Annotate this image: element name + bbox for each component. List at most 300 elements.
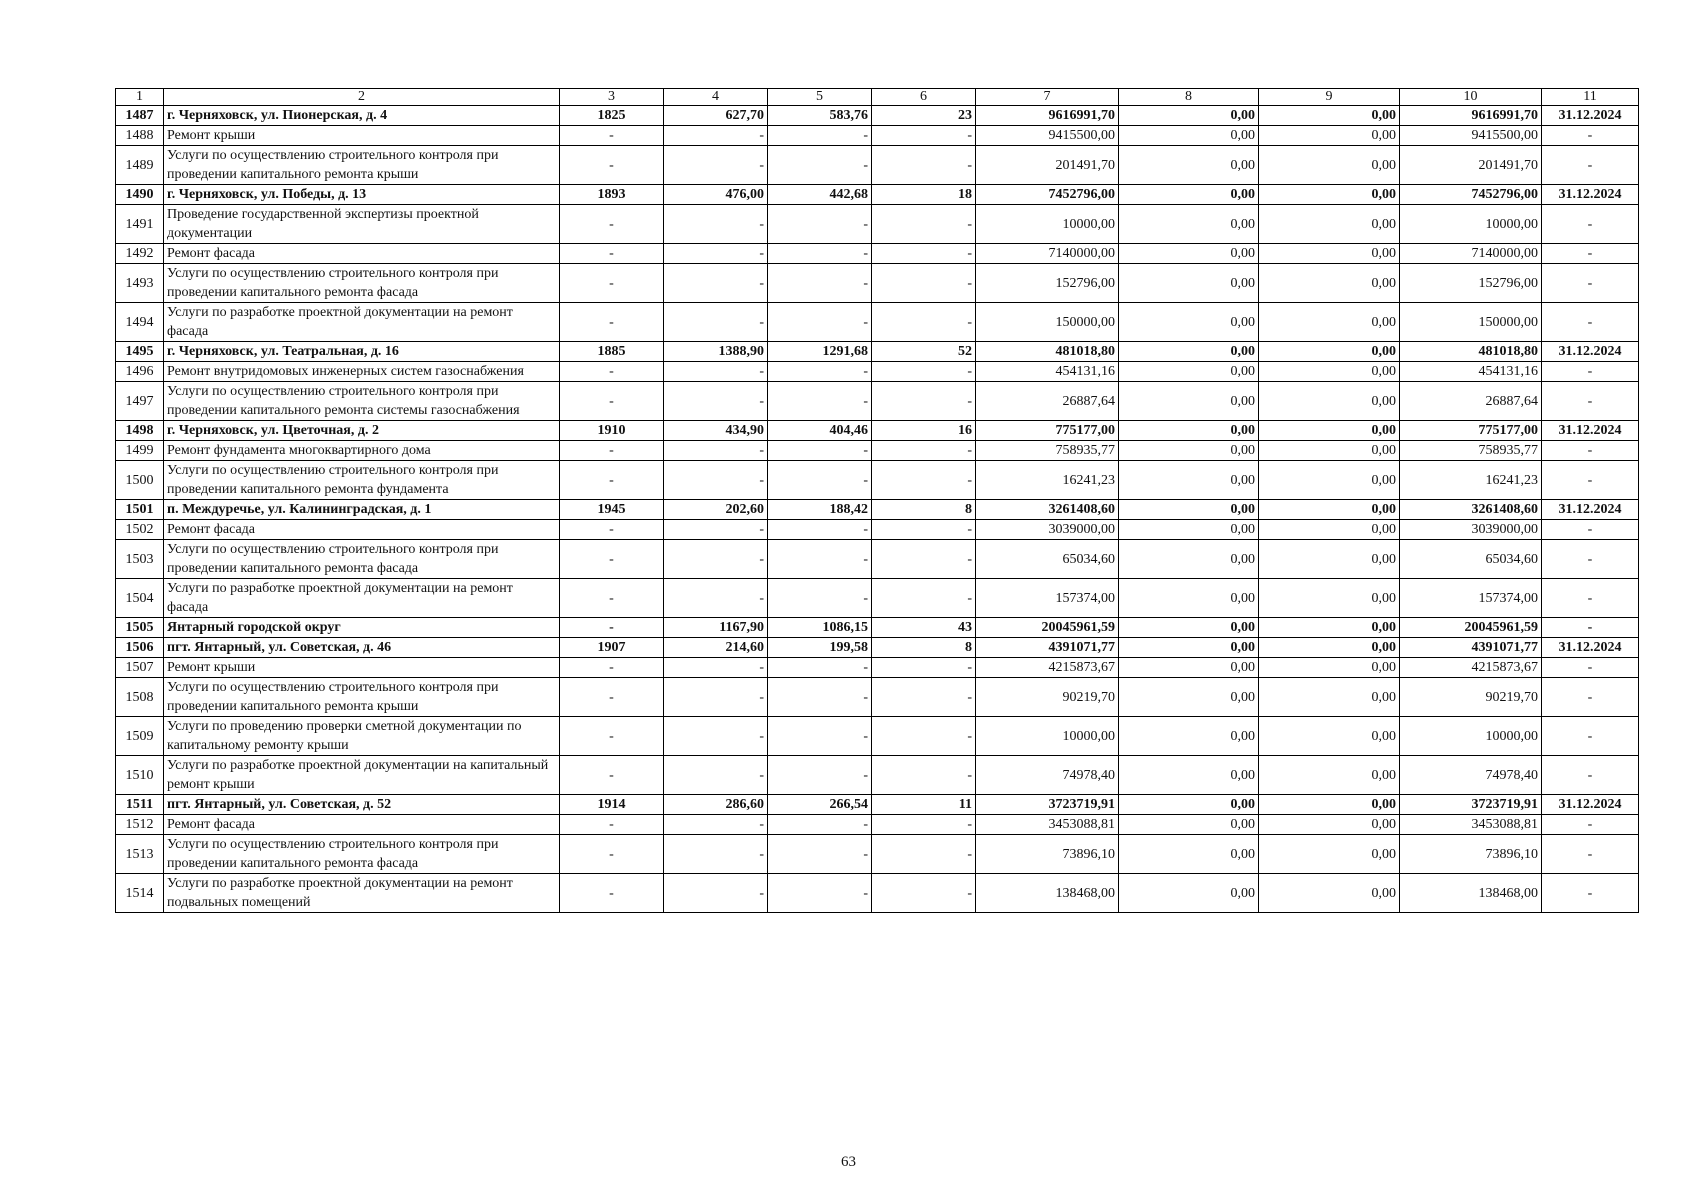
cell-total-area: - [664, 658, 768, 678]
cell-deadline: - [1542, 520, 1639, 540]
cell-row-number: 1512 [116, 815, 164, 835]
cell-owner-cost: 65034,60 [1400, 540, 1542, 579]
cell-residential-area: - [768, 441, 872, 461]
cell-year-built: 1910 [560, 421, 664, 441]
cell-total-area: 434,90 [664, 421, 768, 441]
cell-residents-count: - [872, 461, 976, 500]
cell-owner-cost: 10000,00 [1400, 717, 1542, 756]
cell-residents-count: 11 [872, 795, 976, 815]
cell-work-name: пгт. Янтарный, ул. Советская, д. 46 [164, 638, 560, 658]
cell-row-number: 1513 [116, 835, 164, 874]
cell-residents-count: 8 [872, 638, 976, 658]
cell-total-cost: 26887,64 [976, 382, 1119, 421]
cell-residential-area: 188,42 [768, 500, 872, 520]
cell-total-area: - [664, 303, 768, 342]
cell-deadline: 31.12.2024 [1542, 185, 1639, 205]
cell-deadline: - [1542, 874, 1639, 913]
cell-owner-cost: 10000,00 [1400, 205, 1542, 244]
cell-residential-area: - [768, 815, 872, 835]
cell-residential-area: 1291,68 [768, 342, 872, 362]
cell-residential-area: - [768, 244, 872, 264]
cell-total-area: - [664, 874, 768, 913]
cell-year-built: - [560, 264, 664, 303]
col-header-4: 4 [664, 89, 768, 106]
cell-fund-cost: 0,00 [1119, 244, 1259, 264]
cell-year-built: - [560, 461, 664, 500]
cell-year-built: 1885 [560, 342, 664, 362]
cell-owner-cost: 481018,80 [1400, 342, 1542, 362]
col-header-9: 9 [1259, 89, 1400, 106]
cell-total-cost: 7452796,00 [976, 185, 1119, 205]
cell-year-built: - [560, 362, 664, 382]
cell-fund-cost: 0,00 [1119, 205, 1259, 244]
cell-total-area: 202,60 [664, 500, 768, 520]
cell-residential-area: - [768, 678, 872, 717]
cell-other-cost: 0,00 [1259, 540, 1400, 579]
cell-fund-cost: 0,00 [1119, 461, 1259, 500]
cell-row-number: 1492 [116, 244, 164, 264]
cell-other-cost: 0,00 [1259, 303, 1400, 342]
cell-year-built: 1945 [560, 500, 664, 520]
col-header-3: 3 [560, 89, 664, 106]
cell-other-cost: 0,00 [1259, 382, 1400, 421]
cell-owner-cost: 201491,70 [1400, 146, 1542, 185]
cell-residents-count: - [872, 815, 976, 835]
cell-fund-cost: 0,00 [1119, 658, 1259, 678]
cell-year-built: 1907 [560, 638, 664, 658]
cell-work-name: Ремонт фасада [164, 244, 560, 264]
cell-residents-count: - [872, 205, 976, 244]
cell-fund-cost: 0,00 [1119, 717, 1259, 756]
cell-residents-count: 52 [872, 342, 976, 362]
cell-row-number: 1500 [116, 461, 164, 500]
cell-total-area: - [664, 835, 768, 874]
cell-total-area: 1167,90 [664, 618, 768, 638]
cell-residents-count: 18 [872, 185, 976, 205]
cell-deadline: - [1542, 835, 1639, 874]
cell-work-name: Услуги по разработке проектной документации на ремонт фасада [164, 579, 560, 618]
cell-owner-cost: 150000,00 [1400, 303, 1542, 342]
cell-deadline: - [1542, 264, 1639, 303]
cell-work-name: Услуги по осуществлению строительного контроля при проведении капитального ремонта фасада [164, 264, 560, 303]
cell-year-built: - [560, 618, 664, 638]
cell-other-cost: 0,00 [1259, 618, 1400, 638]
cell-residential-area: - [768, 205, 872, 244]
cell-total-cost: 3261408,60 [976, 500, 1119, 520]
cell-other-cost: 0,00 [1259, 835, 1400, 874]
cell-row-number: 1509 [116, 717, 164, 756]
cell-residents-count: - [872, 382, 976, 421]
cell-residents-count: 43 [872, 618, 976, 638]
cell-row-number: 1499 [116, 441, 164, 461]
cell-row-number: 1502 [116, 520, 164, 540]
cell-year-built: - [560, 815, 664, 835]
cell-total-area: - [664, 678, 768, 717]
cell-residential-area: - [768, 579, 872, 618]
cell-residential-area: - [768, 382, 872, 421]
cell-work-name: г. Черняховск, ул. Цветочная, д. 2 [164, 421, 560, 441]
table-row [116, 835, 1639, 874]
cell-other-cost: 0,00 [1259, 658, 1400, 678]
table-row [116, 461, 1639, 500]
cell-fund-cost: 0,00 [1119, 540, 1259, 579]
cell-year-built: - [560, 579, 664, 618]
table-row [116, 717, 1639, 756]
works-table [115, 88, 1639, 913]
cell-fund-cost: 0,00 [1119, 303, 1259, 342]
cell-owner-cost: 7140000,00 [1400, 244, 1542, 264]
cell-deadline: - [1542, 579, 1639, 618]
cell-work-name: Услуги по разработке проектной документации на ремонт фасада [164, 303, 560, 342]
cell-total-area: - [664, 717, 768, 756]
cell-residential-area: - [768, 303, 872, 342]
cell-total-cost: 4391071,77 [976, 638, 1119, 658]
cell-deadline: - [1542, 244, 1639, 264]
cell-year-built: - [560, 874, 664, 913]
cell-total-cost: 10000,00 [976, 717, 1119, 756]
col-header-5: 5 [768, 89, 872, 106]
cell-other-cost: 0,00 [1259, 874, 1400, 913]
cell-other-cost: 0,00 [1259, 126, 1400, 146]
cell-other-cost: 0,00 [1259, 756, 1400, 795]
table-row [116, 362, 1639, 382]
cell-work-name: Услуги по осуществлению строительного контроля при проведении капитального ремонта фасада [164, 540, 560, 579]
cell-total-area: - [664, 540, 768, 579]
cell-deadline: - [1542, 146, 1639, 185]
cell-row-number: 1490 [116, 185, 164, 205]
cell-other-cost: 0,00 [1259, 362, 1400, 382]
table-row [116, 874, 1639, 913]
cell-total-cost: 138468,00 [976, 874, 1119, 913]
cell-fund-cost: 0,00 [1119, 185, 1259, 205]
cell-deadline: - [1542, 756, 1639, 795]
cell-fund-cost: 0,00 [1119, 421, 1259, 441]
table-row [116, 303, 1639, 342]
cell-work-name: Услуги по осуществлению строительного контроля при проведении капитального ремонта крыши [164, 678, 560, 717]
cell-fund-cost: 0,00 [1119, 382, 1259, 421]
cell-total-cost: 90219,70 [976, 678, 1119, 717]
cell-owner-cost: 9415500,00 [1400, 126, 1542, 146]
cell-total-area: - [664, 441, 768, 461]
cell-fund-cost: 0,00 [1119, 835, 1259, 874]
cell-row-number: 1504 [116, 579, 164, 618]
cell-deadline: - [1542, 540, 1639, 579]
cell-total-cost: 758935,77 [976, 441, 1119, 461]
cell-deadline: - [1542, 303, 1639, 342]
cell-residents-count: - [872, 126, 976, 146]
cell-year-built: - [560, 835, 664, 874]
cell-other-cost: 0,00 [1259, 106, 1400, 126]
cell-total-area: 286,60 [664, 795, 768, 815]
cell-residential-area: 442,68 [768, 185, 872, 205]
cell-row-number: 1493 [116, 264, 164, 303]
cell-other-cost: 0,00 [1259, 500, 1400, 520]
table-row [116, 638, 1639, 658]
cell-row-number: 1505 [116, 618, 164, 638]
cell-work-name: Услуги по разработке проектной документации на капитальный ремонт крыши [164, 756, 560, 795]
cell-owner-cost: 138468,00 [1400, 874, 1542, 913]
cell-total-area: - [664, 461, 768, 500]
cell-work-name: Услуги по осуществлению строительного контроля при проведении капитального ремонта системы газоснабжения [164, 382, 560, 421]
cell-residential-area: - [768, 717, 872, 756]
cell-total-area: - [664, 264, 768, 303]
cell-deadline: - [1542, 205, 1639, 244]
cell-year-built: - [560, 540, 664, 579]
col-header-2: 2 [164, 89, 560, 106]
cell-total-cost: 150000,00 [976, 303, 1119, 342]
cell-residential-area: - [768, 264, 872, 303]
cell-total-cost: 20045961,59 [976, 618, 1119, 638]
cell-fund-cost: 0,00 [1119, 441, 1259, 461]
cell-total-cost: 65034,60 [976, 540, 1119, 579]
cell-residents-count: - [872, 441, 976, 461]
cell-deadline: - [1542, 815, 1639, 835]
cell-total-area: - [664, 205, 768, 244]
cell-residents-count: 8 [872, 500, 976, 520]
table-row [116, 205, 1639, 244]
cell-owner-cost: 3723719,91 [1400, 795, 1542, 815]
table-row [116, 185, 1639, 205]
cell-other-cost: 0,00 [1259, 815, 1400, 835]
cell-year-built: - [560, 678, 664, 717]
cell-total-cost: 16241,23 [976, 461, 1119, 500]
cell-work-name: Услуги по осуществлению строительного контроля при проведении капитального ремонта крыши [164, 146, 560, 185]
cell-owner-cost: 3453088,81 [1400, 815, 1542, 835]
cell-residents-count: - [872, 658, 976, 678]
cell-deadline: - [1542, 362, 1639, 382]
cell-other-cost: 0,00 [1259, 244, 1400, 264]
cell-residents-count: - [872, 756, 976, 795]
cell-total-area: - [664, 382, 768, 421]
cell-residential-area: - [768, 756, 872, 795]
cell-residents-count: - [872, 303, 976, 342]
cell-other-cost: 0,00 [1259, 520, 1400, 540]
cell-total-cost: 481018,80 [976, 342, 1119, 362]
cell-work-name: Услуги по осуществлению строительного контроля при проведении капитального ремонта фундамента [164, 461, 560, 500]
cell-total-area: - [664, 126, 768, 146]
cell-residential-area: 1086,15 [768, 618, 872, 638]
cell-fund-cost: 0,00 [1119, 342, 1259, 362]
cell-row-number: 1488 [116, 126, 164, 146]
cell-owner-cost: 20045961,59 [1400, 618, 1542, 638]
cell-deadline: 31.12.2024 [1542, 342, 1639, 362]
cell-total-cost: 3723719,91 [976, 795, 1119, 815]
cell-work-name: Услуги по осуществлению строительного контроля при проведении капитального ремонта фасада [164, 835, 560, 874]
cell-total-area: 214,60 [664, 638, 768, 658]
cell-deadline: - [1542, 461, 1639, 500]
col-header-11: 11 [1542, 89, 1639, 106]
cell-row-number: 1494 [116, 303, 164, 342]
table-row [116, 382, 1639, 421]
cell-owner-cost: 454131,16 [1400, 362, 1542, 382]
cell-work-name: Янтарный городской округ [164, 618, 560, 638]
cell-deadline: - [1542, 717, 1639, 756]
cell-row-number: 1489 [116, 146, 164, 185]
cell-work-name: Ремонт фундамента многоквартирного дома [164, 441, 560, 461]
cell-total-area: 627,70 [664, 106, 768, 126]
cell-row-number: 1510 [116, 756, 164, 795]
table-row [116, 795, 1639, 815]
table-row [116, 421, 1639, 441]
cell-residents-count: - [872, 678, 976, 717]
cell-other-cost: 0,00 [1259, 579, 1400, 618]
cell-residents-count: - [872, 717, 976, 756]
cell-owner-cost: 775177,00 [1400, 421, 1542, 441]
cell-year-built: - [560, 126, 664, 146]
cell-fund-cost: 0,00 [1119, 579, 1259, 618]
cell-total-cost: 4215873,67 [976, 658, 1119, 678]
cell-deadline: - [1542, 678, 1639, 717]
cell-work-name: Услуги по проведению проверки сметной документации по капитальному ремонту крыши [164, 717, 560, 756]
cell-residential-area: - [768, 658, 872, 678]
cell-residents-count: - [872, 520, 976, 540]
cell-year-built: 1825 [560, 106, 664, 126]
cell-other-cost: 0,00 [1259, 146, 1400, 185]
cell-owner-cost: 74978,40 [1400, 756, 1542, 795]
table-row [116, 540, 1639, 579]
cell-residents-count: - [872, 362, 976, 382]
table-row [116, 618, 1639, 638]
cell-owner-cost: 90219,70 [1400, 678, 1542, 717]
col-header-7: 7 [976, 89, 1119, 106]
cell-fund-cost: 0,00 [1119, 126, 1259, 146]
col-header-6: 6 [872, 89, 976, 106]
cell-fund-cost: 0,00 [1119, 638, 1259, 658]
cell-fund-cost: 0,00 [1119, 106, 1259, 126]
cell-other-cost: 0,00 [1259, 717, 1400, 756]
cell-row-number: 1487 [116, 106, 164, 126]
cell-residential-area: 266,54 [768, 795, 872, 815]
cell-row-number: 1506 [116, 638, 164, 658]
cell-total-cost: 3453088,81 [976, 815, 1119, 835]
cell-row-number: 1491 [116, 205, 164, 244]
cell-total-cost: 9616991,70 [976, 106, 1119, 126]
cell-total-cost: 775177,00 [976, 421, 1119, 441]
cell-owner-cost: 26887,64 [1400, 382, 1542, 421]
cell-owner-cost: 4391071,77 [1400, 638, 1542, 658]
cell-fund-cost: 0,00 [1119, 520, 1259, 540]
cell-fund-cost: 0,00 [1119, 874, 1259, 913]
cell-row-number: 1497 [116, 382, 164, 421]
cell-work-name: Услуги по разработке проектной документации на ремонт подвальных помещений [164, 874, 560, 913]
cell-fund-cost: 0,00 [1119, 500, 1259, 520]
cell-row-number: 1508 [116, 678, 164, 717]
table-row [116, 342, 1639, 362]
cell-residential-area: - [768, 146, 872, 185]
cell-residential-area: 199,58 [768, 638, 872, 658]
cell-owner-cost: 16241,23 [1400, 461, 1542, 500]
cell-total-cost: 9415500,00 [976, 126, 1119, 146]
cell-deadline: - [1542, 658, 1639, 678]
cell-fund-cost: 0,00 [1119, 146, 1259, 185]
cell-total-area: 476,00 [664, 185, 768, 205]
cell-total-cost: 157374,00 [976, 579, 1119, 618]
header-row [116, 89, 1639, 106]
page-number: 63 [841, 1154, 856, 1170]
cell-deadline: 31.12.2024 [1542, 795, 1639, 815]
cell-work-name: г. Черняховск, ул. Пионерская, д. 4 [164, 106, 560, 126]
table-row [116, 441, 1639, 461]
cell-work-name: пгт. Янтарный, ул. Советская, д. 52 [164, 795, 560, 815]
cell-row-number: 1511 [116, 795, 164, 815]
col-header-1: 1 [116, 89, 164, 106]
cell-work-name: Ремонт крыши [164, 658, 560, 678]
cell-total-area: - [664, 244, 768, 264]
cell-residents-count: - [872, 579, 976, 618]
cell-owner-cost: 3261408,60 [1400, 500, 1542, 520]
cell-total-area: - [664, 756, 768, 795]
cell-fund-cost: 0,00 [1119, 362, 1259, 382]
cell-total-area: - [664, 362, 768, 382]
cell-residential-area: - [768, 362, 872, 382]
cell-total-cost: 152796,00 [976, 264, 1119, 303]
cell-owner-cost: 152796,00 [1400, 264, 1542, 303]
cell-fund-cost: 0,00 [1119, 678, 1259, 717]
cell-fund-cost: 0,00 [1119, 264, 1259, 303]
cell-row-number: 1495 [116, 342, 164, 362]
cell-year-built: - [560, 717, 664, 756]
cell-residents-count: - [872, 264, 976, 303]
cell-year-built: - [560, 658, 664, 678]
cell-residential-area: - [768, 835, 872, 874]
cell-total-cost: 7140000,00 [976, 244, 1119, 264]
cell-work-name: Ремонт внутридомовых инженерных систем газоснабжения [164, 362, 560, 382]
cell-residents-count: - [872, 835, 976, 874]
cell-year-built: - [560, 520, 664, 540]
cell-total-cost: 454131,16 [976, 362, 1119, 382]
cell-total-cost: 73896,10 [976, 835, 1119, 874]
cell-row-number: 1514 [116, 874, 164, 913]
cell-deadline: - [1542, 441, 1639, 461]
table-row [116, 579, 1639, 618]
table-row [116, 756, 1639, 795]
cell-year-built: - [560, 382, 664, 421]
cell-owner-cost: 7452796,00 [1400, 185, 1542, 205]
cell-other-cost: 0,00 [1259, 421, 1400, 441]
cell-residential-area: - [768, 461, 872, 500]
cell-total-cost: 3039000,00 [976, 520, 1119, 540]
cell-deadline: - [1542, 618, 1639, 638]
cell-fund-cost: 0,00 [1119, 795, 1259, 815]
cell-row-number: 1501 [116, 500, 164, 520]
cell-other-cost: 0,00 [1259, 678, 1400, 717]
cell-row-number: 1503 [116, 540, 164, 579]
cell-other-cost: 0,00 [1259, 795, 1400, 815]
cell-year-built: - [560, 146, 664, 185]
table-row [116, 815, 1639, 835]
cell-year-built: 1914 [560, 795, 664, 815]
cell-work-name: г. Черняховск, ул. Победы, д. 13 [164, 185, 560, 205]
cell-owner-cost: 9616991,70 [1400, 106, 1542, 126]
cell-other-cost: 0,00 [1259, 205, 1400, 244]
cell-work-name: Ремонт фасада [164, 815, 560, 835]
cell-deadline: 31.12.2024 [1542, 638, 1639, 658]
cell-deadline: - [1542, 382, 1639, 421]
cell-deadline: 31.12.2024 [1542, 500, 1639, 520]
cell-other-cost: 0,00 [1259, 638, 1400, 658]
cell-residents-count: - [872, 540, 976, 579]
cell-work-name: Ремонт фасада [164, 520, 560, 540]
cell-other-cost: 0,00 [1259, 461, 1400, 500]
cell-work-name: г. Черняховск, ул. Театральная, д. 16 [164, 342, 560, 362]
cell-year-built: - [560, 303, 664, 342]
cell-other-cost: 0,00 [1259, 264, 1400, 303]
cell-owner-cost: 4215873,67 [1400, 658, 1542, 678]
cell-work-name: п. Междуречье, ул. Калининградская, д. 1 [164, 500, 560, 520]
cell-total-area: - [664, 815, 768, 835]
cell-residential-area: - [768, 126, 872, 146]
cell-total-cost: 201491,70 [976, 146, 1119, 185]
